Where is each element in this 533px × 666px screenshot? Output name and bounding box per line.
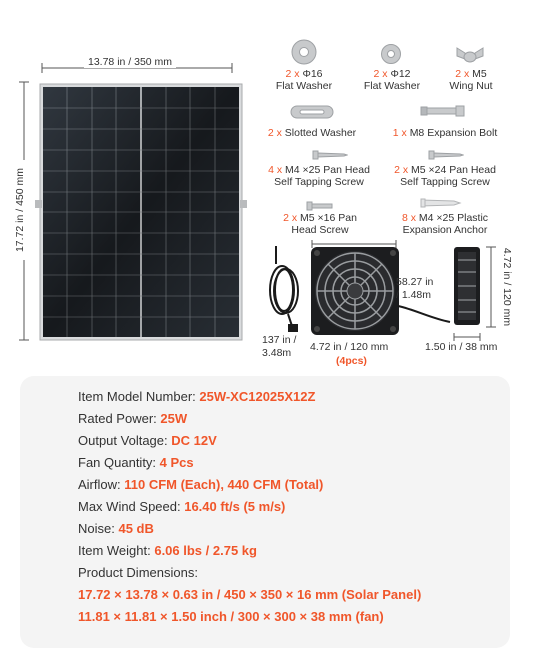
panel-width-label: 13.78 in / 350 mm — [84, 56, 176, 68]
accessory-slotted-washer: 2 x Slotted Washer — [267, 127, 357, 139]
panel-height-dimension — [4, 80, 30, 342]
flat-washer-12-icon — [380, 43, 402, 65]
accessory-wing-nut: 2 x M5 Wing Nut — [449, 68, 493, 92]
spec-fan-quantity: Fan Quantity: 4 Pcs — [78, 455, 194, 470]
cable-length-label: 137 in / 3.48m — [262, 334, 297, 359]
spec-dimension-fan: 11.81 × 11.81 × 1.50 inch / 300 × 300 × 38 mm (fan) — [78, 609, 384, 624]
m4-screw-icon — [312, 147, 348, 157]
fan-height-dimension — [484, 246, 498, 328]
fan-cable-length-label: 58.27 in / 1.48m — [396, 276, 434, 301]
accessory-m5-pan-screw: 2 x M5 ×24 Pan Head Self Tapping Screw — [394, 164, 496, 188]
fan-width-dimension — [310, 236, 398, 246]
fan-width-label: 4.72 in / 120 mm — [310, 341, 389, 353]
spec-dimension-solar-panel: 17.72 × 13.78 × 0.63 in / 450 × 350 × 16 mm (Solar Panel) — [78, 587, 422, 602]
spec-output-voltage: Output Voltage: DC 12V — [78, 433, 217, 448]
fan-count-label: (4pcs) — [336, 355, 367, 367]
m5-head-screw-icon — [306, 198, 334, 208]
accessory-m5-head-screw: 2 x M5 ×16 Pan Head Screw — [283, 212, 357, 236]
fan-height-label: 4.72 in / 120 mm — [501, 242, 513, 332]
panel-height-label: 17.72 in / 450 mm — [14, 160, 26, 260]
fan-depth-label: 1.50 in / 38 mm — [425, 341, 498, 353]
wing-nut-icon — [455, 44, 485, 64]
spec-product-dimensions: Product Dimensions: — [78, 565, 198, 580]
slotted-washer-icon — [290, 104, 334, 120]
flat-washer-16-icon — [290, 38, 318, 66]
spec-rated-power: Rated Power: 25W — [78, 411, 188, 426]
m5-screw-icon — [428, 147, 464, 157]
solar-panel-image — [34, 82, 252, 344]
fan-cable-line — [396, 302, 452, 326]
spec-item-weight: Item Weight: 6.06 lbs / 2.75 kg — [78, 543, 257, 558]
specifications-panel — [20, 376, 510, 648]
spec-noise: Noise: 45 dB — [78, 521, 154, 536]
accessory-flat-washer-16: 2 x Φ16 Flat Washer — [275, 68, 333, 92]
accessory-expansion-bolt: 1 x M8 Expansion Bolt — [392, 127, 498, 139]
fan-depth-dimension — [452, 328, 482, 336]
accessory-m4-pan-screw: 4 x M4 ×25 Pan Head Self Tapping Screw — [268, 164, 370, 188]
panel-width-dimension — [38, 56, 236, 76]
cable-coil-image — [262, 244, 306, 338]
expansion-bolt-icon — [420, 104, 466, 118]
fan-front-image — [310, 246, 400, 336]
spec-max-wind-speed: Max Wind Speed: 16.40 ft/s (5 m/s) — [78, 499, 286, 514]
fan-side-image — [452, 246, 482, 326]
spec-airflow: Airflow: 110 CFM (Each), 440 CFM (Total) — [78, 477, 324, 492]
accessory-flat-washer-12: 2 x Φ12 Flat Washer — [363, 68, 421, 92]
spec-model-number: Item Model Number: 25W-XC12025X12Z — [78, 389, 316, 404]
accessory-plastic-anchor: 8 x M4 ×25 Plastic Expansion Anchor — [401, 212, 489, 236]
plastic-anchor-icon — [420, 196, 462, 208]
